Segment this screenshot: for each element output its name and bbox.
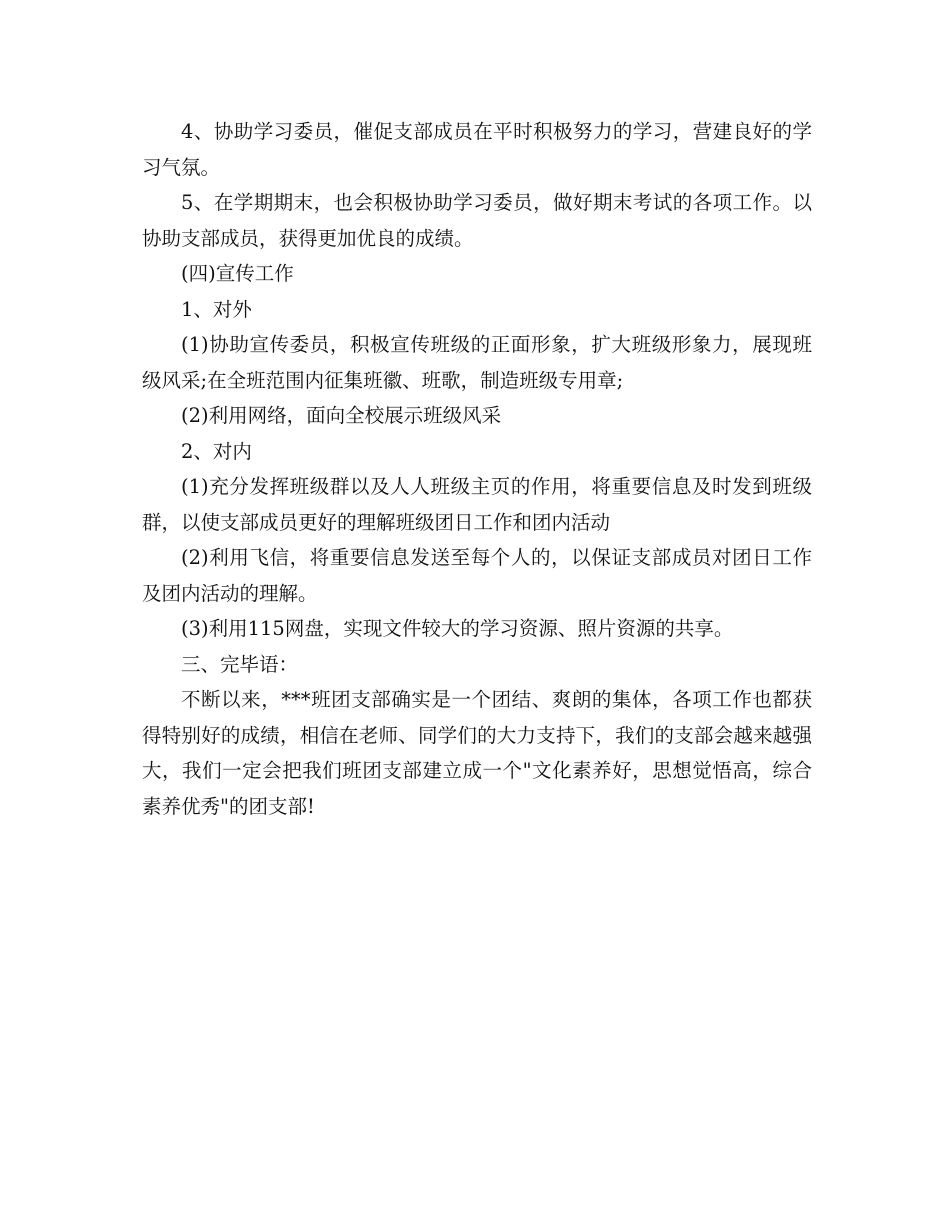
paragraph-conclusion: 不断以来，***班团支部确实是一个团结、爽朗的集体，各项工作也都获得特别好的成绩，相信在老师、同学们的大力支持下，我们的支部会越来越强大，我们一定会把我们班团支部建立成一个"文化素养好，思想觉悟高，综合素养优秀"的团支部! [142,688,812,818]
paragraph-external-1: (1)协助宣传委员，积极宣传班级的正面形象，扩大班级形象力，展现班级风采;在全班范围内征集班徽、班歌，制造班级专用章; [142,333,812,392]
paragraph-internal-2: (2)利用飞信，将重要信息发送至每个人的，以保证支部成员对团日工作及团内活动的理解。 [142,546,812,605]
paragraph-internal-3: (3)利用115网盘，实现文件较大的学习资源、照片资源的共享。 [181,617,734,640]
paragraph-item-5-final-exams: 5、在学期期末，也会积极协助学习委员，做好期末考试的各项工作。以协助支部成员，获得更加优良的成绩。 [142,191,812,250]
subheading-external: 1、对外 [181,297,252,321]
paragraph-item-4-assist-study: 4、协助学习委员，催促支部成员在平时积极努力的学习，营建良好的学习气氛。 [142,120,812,179]
section-heading-conclusion: 三、完毕语： [181,652,299,676]
paragraph-internal-1: (1)充分发挥班级群以及人人班级主页的作用，将重要信息及时发到班级群，以使支部成员更好的理解班级团日工作和团内活动 [142,475,812,534]
paragraph-external-2: (2)利用网络，面向全校展示班级风采 [181,404,502,427]
document-body [142,114,812,824]
subheading-internal: 2、对内 [181,439,252,463]
section-heading-publicity: (四)宣传工作 [181,262,294,285]
